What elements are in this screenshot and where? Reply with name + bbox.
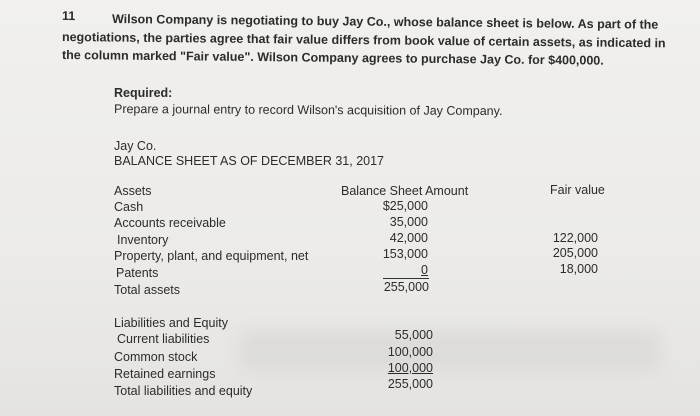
page-shadow: [240, 330, 660, 370]
assets-heading: Assets: [114, 184, 152, 198]
asset-book-ar: 35,000: [389, 215, 428, 229]
asset-fair-patents: 18,000: [559, 262, 598, 276]
problem-line-1: Wilson Company is negotiating to buy Jay Co., whose balance sheet is below. As part of the: [111, 12, 659, 32]
column-header-fair: Fair value: [550, 183, 605, 197]
required-text: Prepare a journal entry to record Wilson's acquisition of Jay Company.: [113, 102, 503, 119]
asset-book-cash: $25,000: [382, 199, 428, 213]
statement-title: BALANCE SHEET AS OF DECEMBER 31, 2017: [114, 154, 385, 168]
liability-book-current: 55,000: [394, 328, 433, 342]
required-heading: Required:: [114, 86, 173, 100]
asset-label-patents: Patents: [116, 266, 159, 280]
asset-fair-inventory: 122,000: [552, 231, 598, 245]
asset-book-patents: 0: [421, 263, 428, 277]
problem-number: 11: [61, 8, 76, 24]
liability-label-current: Current liabilities: [117, 332, 210, 346]
asset-book-inventory: 42,000: [389, 231, 428, 245]
asset-fair-ppe: 205,000: [552, 246, 598, 260]
total-liabilities-equity-book: 255,000: [387, 377, 433, 391]
total-liabilities-equity-label: Total liabilities and equity: [114, 384, 253, 398]
total-assets-book: 255,000: [383, 280, 429, 294]
asset-label-ppe: Property, plant, and equipment, net: [114, 249, 309, 263]
total-assets-label: Total assets: [114, 283, 181, 297]
asset-label-ar: Accounts receivable: [114, 216, 226, 230]
column-header-book: Balance Sheet Amount: [341, 184, 469, 198]
asset-book-ppe: 153,000: [382, 247, 428, 261]
problem-line-3: the column marked "Fair value". Wilson Company agrees to purchase Jay Co. for $400,000.: [61, 48, 604, 68]
equity-book-common-stock: 100,000: [387, 345, 433, 359]
liabilities-heading: Liabilities and Equity: [114, 316, 228, 330]
company-name: Jay Co.: [114, 139, 157, 153]
equity-label-common-stock: Common stock: [114, 350, 198, 364]
problem-line-2: negotiations, the parties agree that fair value differs from book value of certain assets, as indicated in: [61, 30, 666, 51]
equity-label-retained-earnings: Retained earnings: [114, 367, 216, 381]
asset-label-inventory: Inventory: [117, 233, 169, 247]
asset-subtotal-rule: [383, 278, 429, 279]
equity-book-retained-earnings: 100,000: [387, 361, 433, 375]
asset-label-cash: Cash: [114, 200, 144, 214]
